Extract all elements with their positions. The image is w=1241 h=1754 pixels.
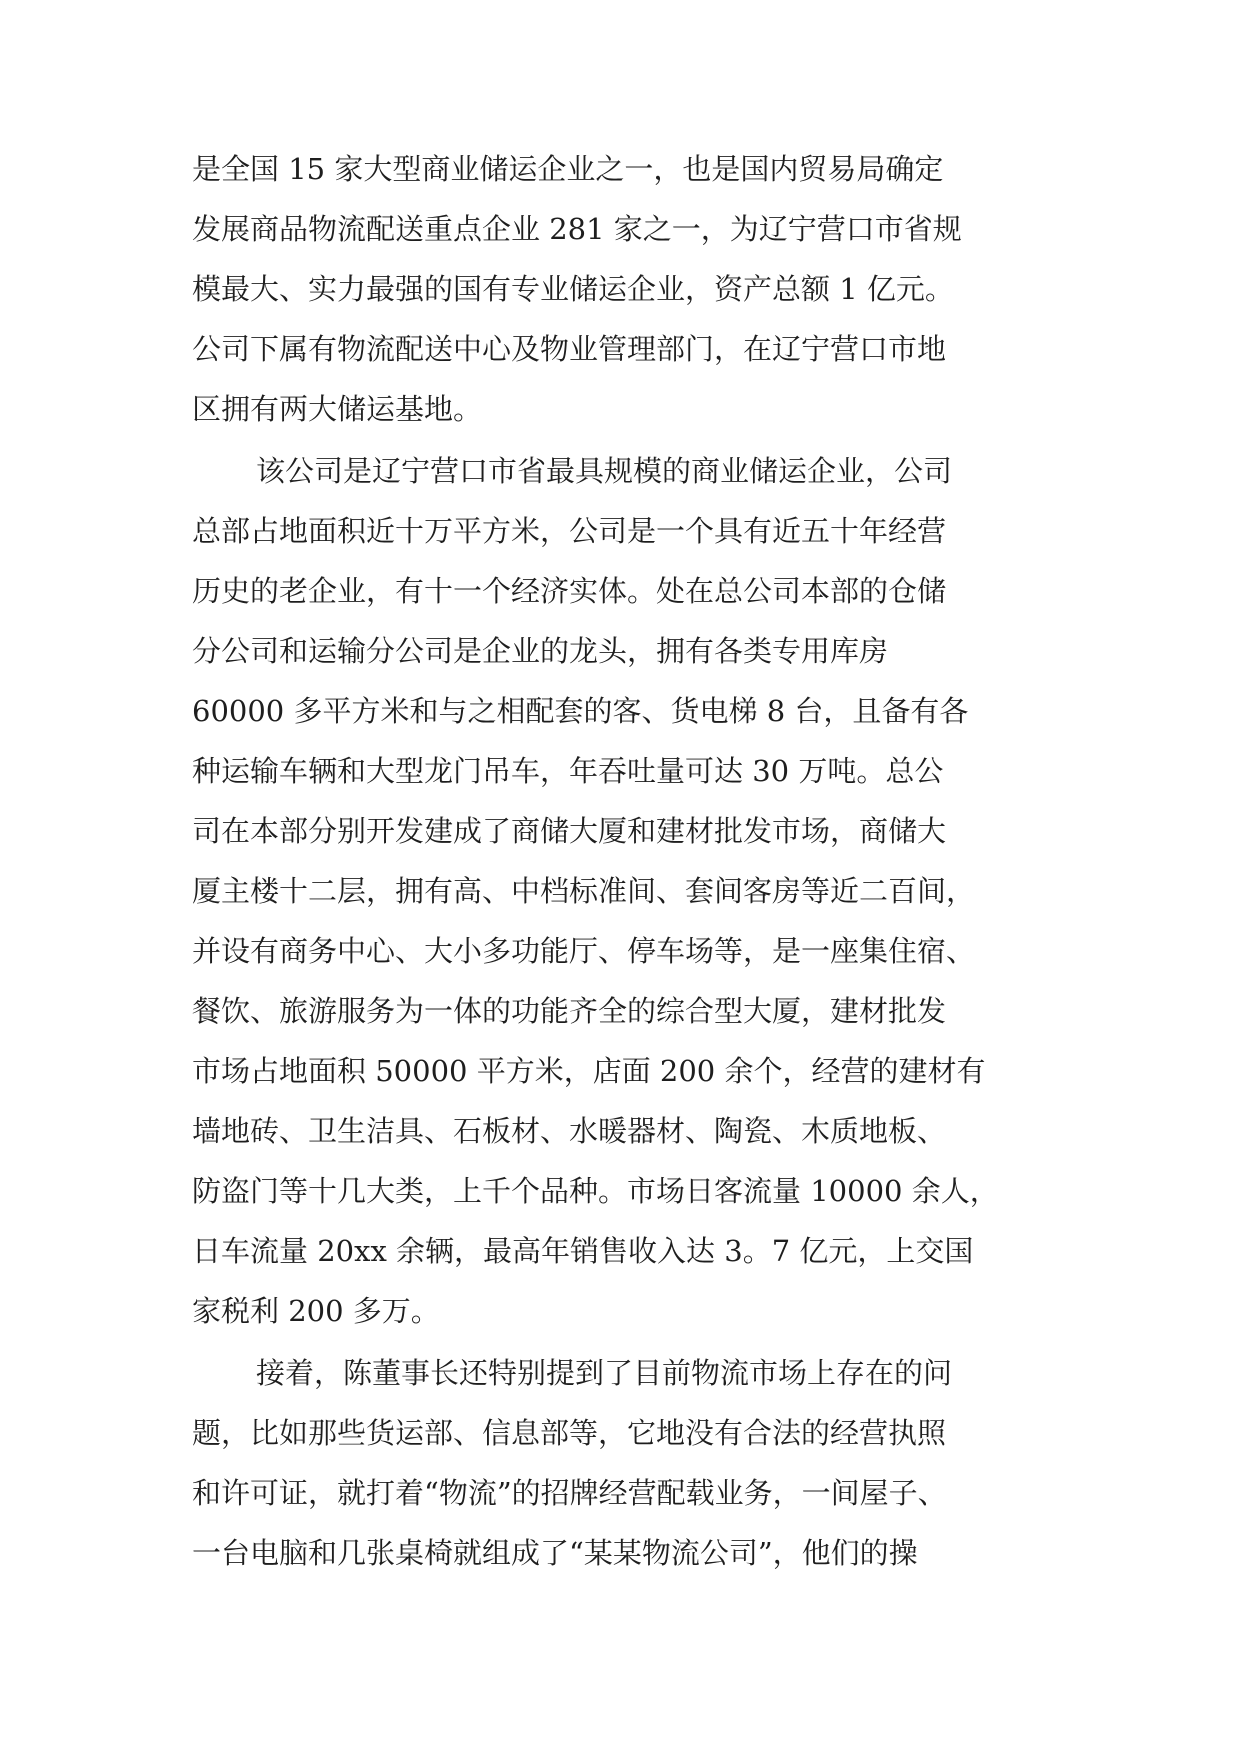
text-line: 防盗门等十几大类，上千个品种。市场日客流量 10000 余人， [192, 1174, 999, 1208]
text-line: 接着，陈董事长还特别提到了目前物流市场上存在的问 [256, 1356, 953, 1390]
text-line: 司在本部分别开发建成了商储大厦和建材批发市场，商储大 [192, 814, 947, 848]
text-line: 家税利 200 多万。 [192, 1294, 440, 1328]
text-line: 区拥有两大储运基地。 [192, 392, 483, 426]
text-line: 餐饮、旅游服务为一体的功能齐全的综合型大厦，建材批发 [192, 994, 947, 1028]
text-line: 厦主楼十二层，拥有高、中档标准间、套间客房等近二百间， [192, 874, 976, 908]
text-line: 是全国 15 家大型商业储运企业之一，也是国内贸易局确定 [192, 152, 944, 186]
text-line: 60000 多平方米和与之相配套的客、货电梯 8 台，且备有各 [192, 694, 969, 728]
text-line: 并设有商务中心、大小多功能厅、停车场等，是一座集住宿、 [192, 934, 976, 968]
text-line: 市场占地面积 50000 平方米，店面 200 余个，经营的建材有 [192, 1054, 986, 1088]
text-line: 发展商品物流配送重点企业 281 家之一，为辽宁营口市省规 [192, 212, 962, 246]
text-line: 公司下属有物流配送中心及物业管理部门，在辽宁营口市地 [192, 332, 947, 366]
text-line: 分公司和运输分公司是企业的龙头，拥有各类专用库房 [192, 634, 889, 668]
text-line: 历史的老企业，有十一个经济实体。处在总公司本部的仓储 [192, 574, 947, 608]
text-line: 墙地砖、卫生洁具、石板材、水暖器材、陶瓷、木质地板、 [192, 1114, 947, 1148]
text-line: 种运输车辆和大型龙门吊车，年吞吐量可达 30 万吨。总公 [192, 754, 944, 788]
text-line: 题，比如那些货运部、信息部等，它地没有合法的经营执照 [192, 1416, 947, 1450]
text-line: 该公司是辽宁营口市省最具规模的商业储运企业，公司 [256, 454, 953, 488]
text-line: 日车流量 20xx 余辆，最高年销售收入达 3。7 亿元，上交国 [192, 1234, 974, 1268]
text-line: 一台电脑和几张桌椅就组成了“某某物流公司”，他们的操 [192, 1536, 918, 1570]
text-line: 和许可证，就打着“物流”的招牌经营配载业务，一间屋子、 [192, 1476, 947, 1510]
text-line: 总部占地面积近十万平方米，公司是一个具有近五十年经营 [192, 514, 947, 548]
text-line: 模最大、实力最强的国有专业储运企业，资产总额 1 亿元。 [192, 272, 954, 306]
